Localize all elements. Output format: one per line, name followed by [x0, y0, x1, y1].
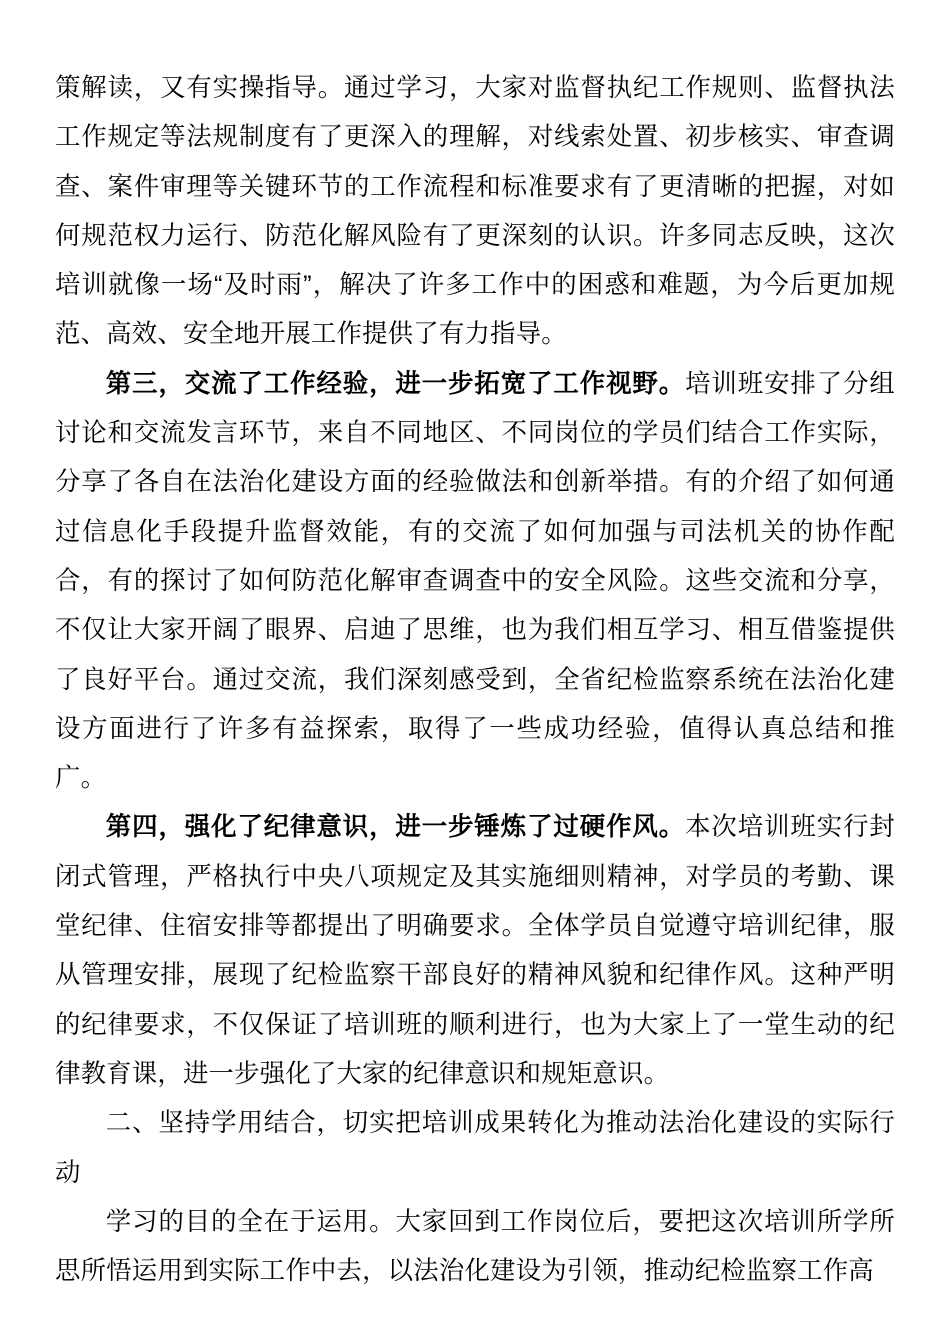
bold-lead-run: 第四，强化了纪律意识，进一步锤炼了过硬作风。	[105, 813, 686, 842]
body-text-run: 策解读，又有实操指导。通过学习，大家对监督执纪工作规则、监督执法工作规定等法规制度有了更深入的理解，对线索处置、初步核实、审查调查、案件审理等关键环节的工作流程和标准要求有了更清晰的把握，对如何规范权力运行、防范化解风险有了更深刻的认识。许多同志反映，这次培训就像一场“及时雨”，解决了许多工作中的困惑和难题，为今后更加规范、高效、安全地开展工作提供了有力指导。	[55, 74, 895, 349]
paragraph-training-feedback	[55, 64, 895, 360]
section-heading-text: 二、坚持学用结合，切实把培训成果转化为推动法治化建设的实际行动	[55, 1109, 895, 1187]
section-heading-two	[55, 1099, 895, 1198]
paragraph-third-point	[55, 360, 895, 804]
body-text-run: 本次培训班实行封闭式管理，严格执行中央八项规定及其实施细则精神，对学员的考勤、课堂纪律、住宿安排等都提出了明确要求。全体学员自觉遵守培训纪律，服从管理安排，展现了纪检监察干部良好的精神风貌和纪律作风。这种严明的纪律要求，不仅保证了培训班的顺利进行，也为大家上了一堂生动的纪律教育课，进一步强化了大家的纪律意识和规矩意识。	[55, 813, 895, 1088]
paragraph-apply-learning	[55, 1198, 895, 1297]
document-body	[55, 64, 895, 1296]
body-text-run: 学习的目的全在于运用。大家回到工作岗位后，要把这次培训所学所思所悟运用到实际工作中去，以法治化建设为引领，推动纪检监察工作高	[55, 1207, 895, 1286]
paragraph-fourth-point	[55, 803, 895, 1099]
body-text-run: 培训班安排了分组讨论和交流发言环节，来自不同地区、不同岗位的学员们结合工作实际，分享了各自在法治化建设方面的经验做法和创新举措。有的介绍了如何通过信息化手段提升监督效能，有的交流了如何加强与司法机关的协作配合，有的探讨了如何防范化解审查调查中的安全风险。这些交流和分享，不仅让大家开阔了眼界、启迪了思维，也为我们相互学习、相互借鉴提供了良好平台。通过交流，我们深刻感受到，全省纪检监察系统在法治化建设方面进行了许多有益探索，取得了一些成功经验，值得认真总结和推广。	[55, 369, 895, 793]
bold-lead-run: 第三，交流了工作经验，进一步拓宽了工作视野。	[105, 369, 686, 398]
